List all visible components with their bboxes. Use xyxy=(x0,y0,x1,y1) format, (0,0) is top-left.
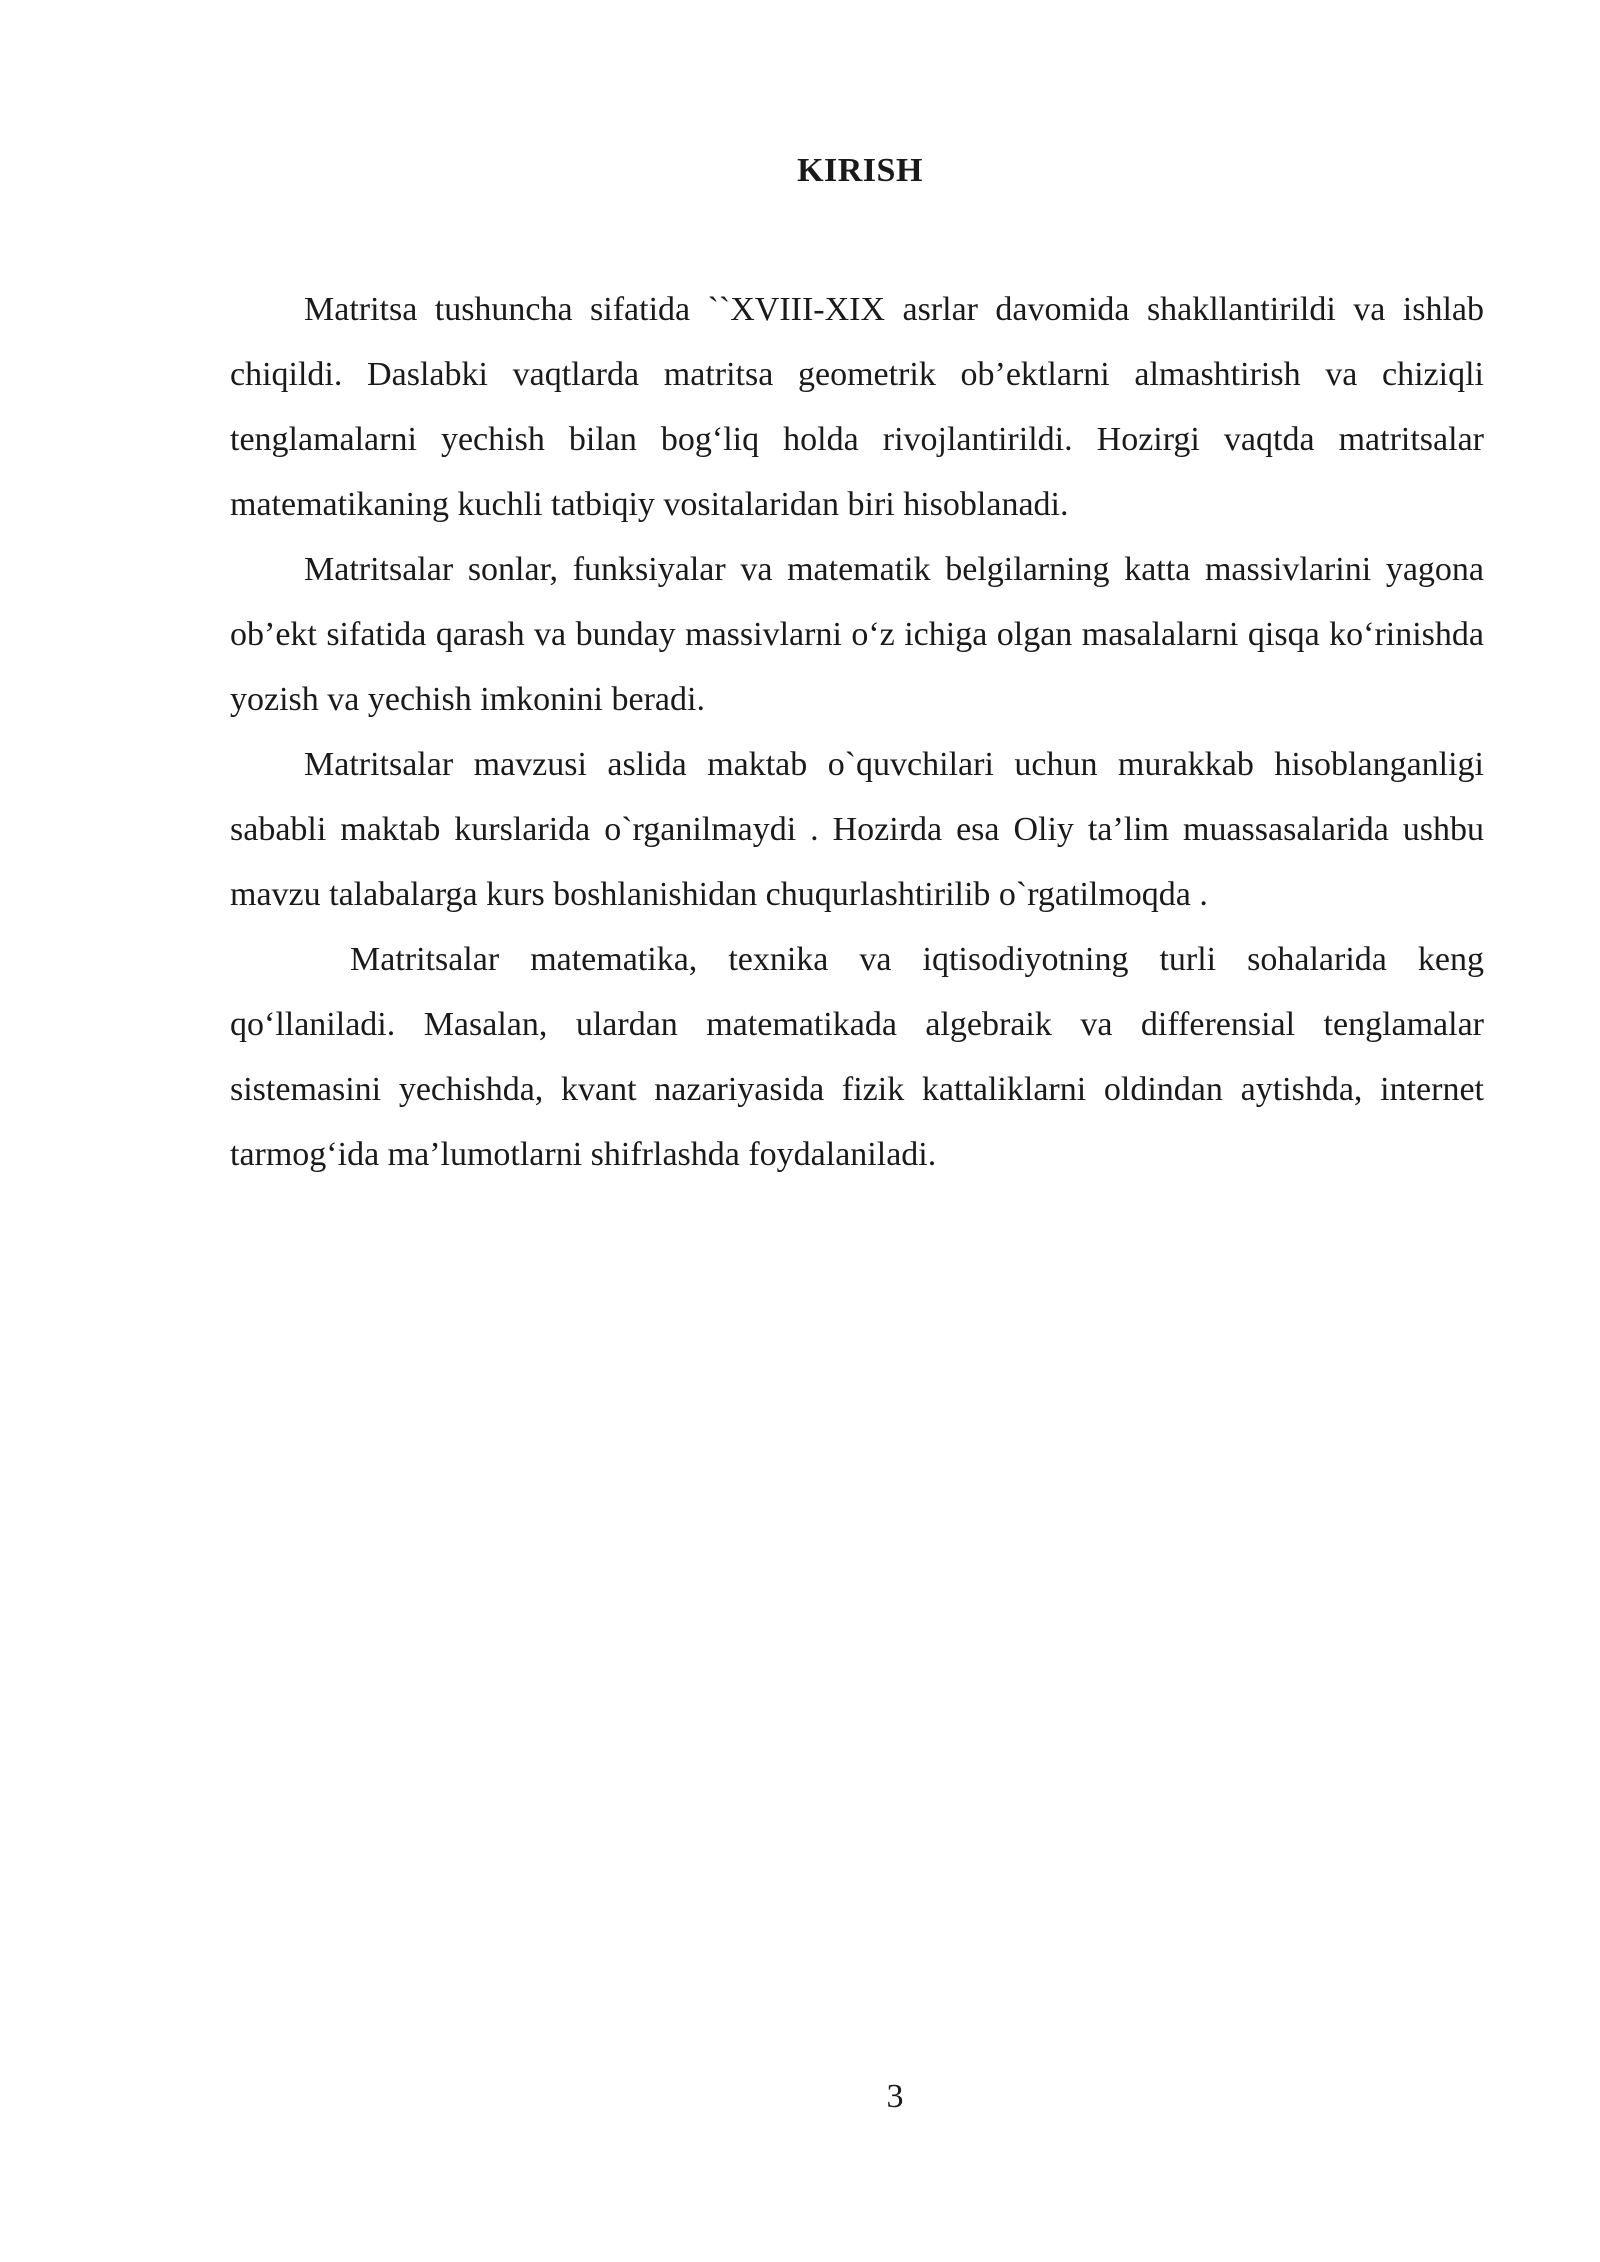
paragraph-3: Matritsalar mavzusi aslida maktab o`quvchilari uchun murakkab hisoblanganligi sababli maktab kurslarida o`rganilmaydi . Hozirda esa Oliy ta’lim muassasalarida ushbu mavzu talabalarga kurs boshlanishidan chuqurlashtirilib o`rgatilmoqda . xyxy=(230,746,1484,913)
paragraph-1: Matritsa tushuncha sifatida ``XVIII-XIX asrlar davomida shakllantirildi va ishlab chiqildi. Daslabki vaqtlarda matritsa geometrik ob’ektlarni almashtirish va chiziqli tenglamalarni yechish bilan bog‘liq holda rivojlantirildi. Hozirgi vaqtda matritsalar matematikaning kuchli tatbiqiy vositalaridan biri hisoblanadi. xyxy=(230,291,1484,523)
paragraph-4: Matritsalar matematika, texnika va iqtisodiyotning turli sohalarida keng qo‘llaniladi. Masalan, ulardan matematikada algebraik va differensial tenglamalar sistemasini yechishda, kvant nazariyasida fizik kattaliklarni oldindan aytishda, internet tarmog‘ida ma’lumotlarni shifrlashda foydalaniladi. xyxy=(230,941,1484,1173)
body-text xyxy=(230,277,1484,1187)
section-title: KIRISH xyxy=(797,152,923,189)
page-number: 3 xyxy=(886,2078,904,2115)
paragraph-2: Matritsalar sonlar, funksiyalar va matematik belgilarning katta massivlarini yagona ob’ekt sifatida qarash va bunday massivlarni o‘z ichiga olgan masalalarni qisqa ko‘rinishda yozish va yechish imkonini beradi. xyxy=(230,551,1484,718)
